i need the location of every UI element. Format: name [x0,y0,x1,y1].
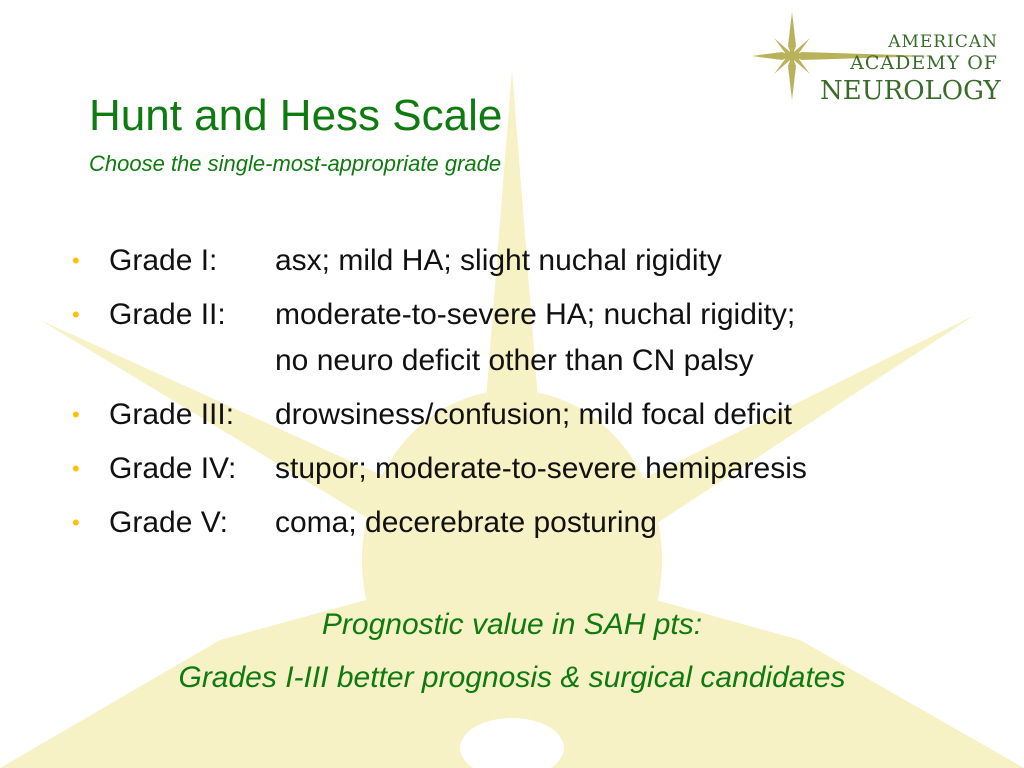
logo-line-american: AMERICAN [888,32,998,52]
grade-label: Grade V: [109,506,228,539]
grade-description [275,500,657,546]
bullet-icon: • [72,510,80,535]
bullet-icon: • [72,402,80,427]
prognosis-heading: Prognostic value in SAH pts: [321,608,703,641]
grade-label: Grade II: [109,298,226,331]
grade-description [275,446,807,492]
grade-description-line: coma; decerebrate posturing [275,506,657,539]
slide-subtitle: Choose the single-most-appropriate grade [89,151,502,176]
grade-item-4 [72,446,807,492]
grade-label: Grade IV: [109,452,237,485]
grade-description-line: drowsiness/confusion; mild focal deficit [275,398,792,431]
grade-label: Grade I: [109,244,218,277]
bullet-icon: • [72,302,80,327]
logo-line-neurology: NEUROLOGY [820,76,1001,106]
logo-line-academy: ACADEMY OF [850,52,998,74]
bullet-icon: • [72,248,80,273]
grade-list [72,238,807,554]
grade-item-3 [72,392,807,438]
grade-description [275,392,792,438]
grade-description-line: no neuro deficit other than CN palsy [275,344,754,377]
grade-item-5 [72,500,807,546]
slide-title: Hunt and Hess Scale [89,91,503,140]
prognosis-statement: Grades I-III better prognosis & surgical candidates [178,661,846,694]
bullet-icon: • [72,456,80,481]
grade-description [275,238,722,284]
grade-item-1 [72,238,807,284]
grade-description-line: moderate-to-severe HA; nuchal rigidity; [275,298,796,331]
grade-description-line: asx; mild HA; slight nuchal rigidity [275,244,722,277]
grade-item-2 [72,292,807,384]
grade-label: Grade III: [109,398,235,431]
logo-wordmark [820,32,1001,106]
grade-description-line: stupor; moderate-to-severe hemiparesis [275,452,807,485]
grade-description [275,292,795,384]
